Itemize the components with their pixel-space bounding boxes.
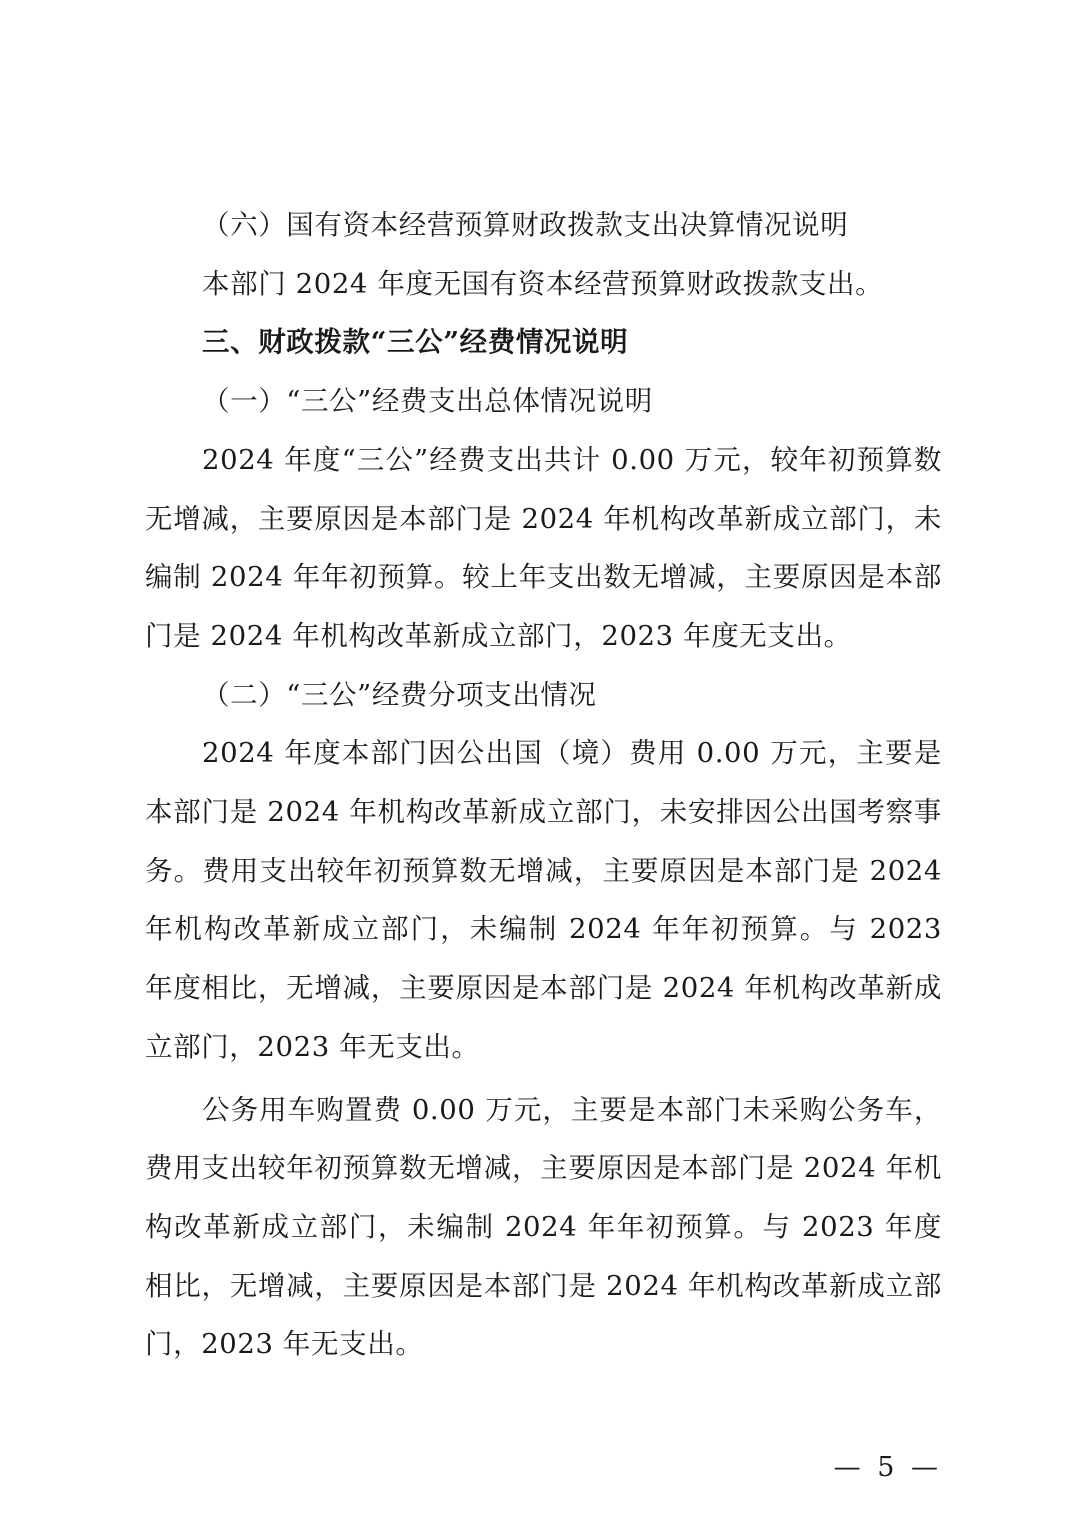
page-number: — 5 — xyxy=(833,1452,942,1483)
subsection-heading-state-capital-budget: （六）国有资本经营预算财政拨款支出决算情况说明 xyxy=(202,209,849,241)
paragraph-overseas-travel: 2024 年度本部门因公出国（境）费用 0.00 万元，主要是本部门是 2024 年机构改革新成立部门，未安排因公出国考察事务。费用支出较年初预算数无增减，主要原因是本部门是 2024 年机构改革新成立部门，未编制 2024 年年初预算。与 2023 年度相比，无增减，主要原因是本部门是 2024 年机构改革新成立部门，2023 年无支出。 xyxy=(145,737,942,1063)
section-heading-three-public-expenses: 三、财政拨款“三公”经费情况说明 xyxy=(202,326,629,359)
document-body xyxy=(145,196,942,1374)
paragraph-overall: 2024 年度“三公”经费支出共计 0.00 万元，较年初预算数无增减，主要原因是本部门是 2024 年机构改革新成立部门，未编制 2024 年年初预算。较上年支出数无增减，主要原因是本部门是 2024 年机构改革新成立部门，2023 年度无支出。 xyxy=(145,443,942,652)
subsection-heading-itemized: （二）“三公”经费分项支出情况 xyxy=(202,678,597,711)
paragraph-state-capital-budget: 本部门 2024 年度无国有资本经营预算财政拨款支出。 xyxy=(202,267,884,300)
paragraph-vehicle-purchase: 公务用车购置费 0.00 万元，主要是本部门未采购公务车，费用支出较年初预算数无增减，主要原因是本部门是 2024 年机构改革新成立部门，未编制 2024 年年初预算。与 2023 年度相比，无增减，主要原因是本部门是 2024 年机构改革新成立部门，2023 年无支出。 xyxy=(145,1093,942,1361)
subsection-heading-overall: （一）“三公”经费支出总体情况说明 xyxy=(202,385,653,418)
